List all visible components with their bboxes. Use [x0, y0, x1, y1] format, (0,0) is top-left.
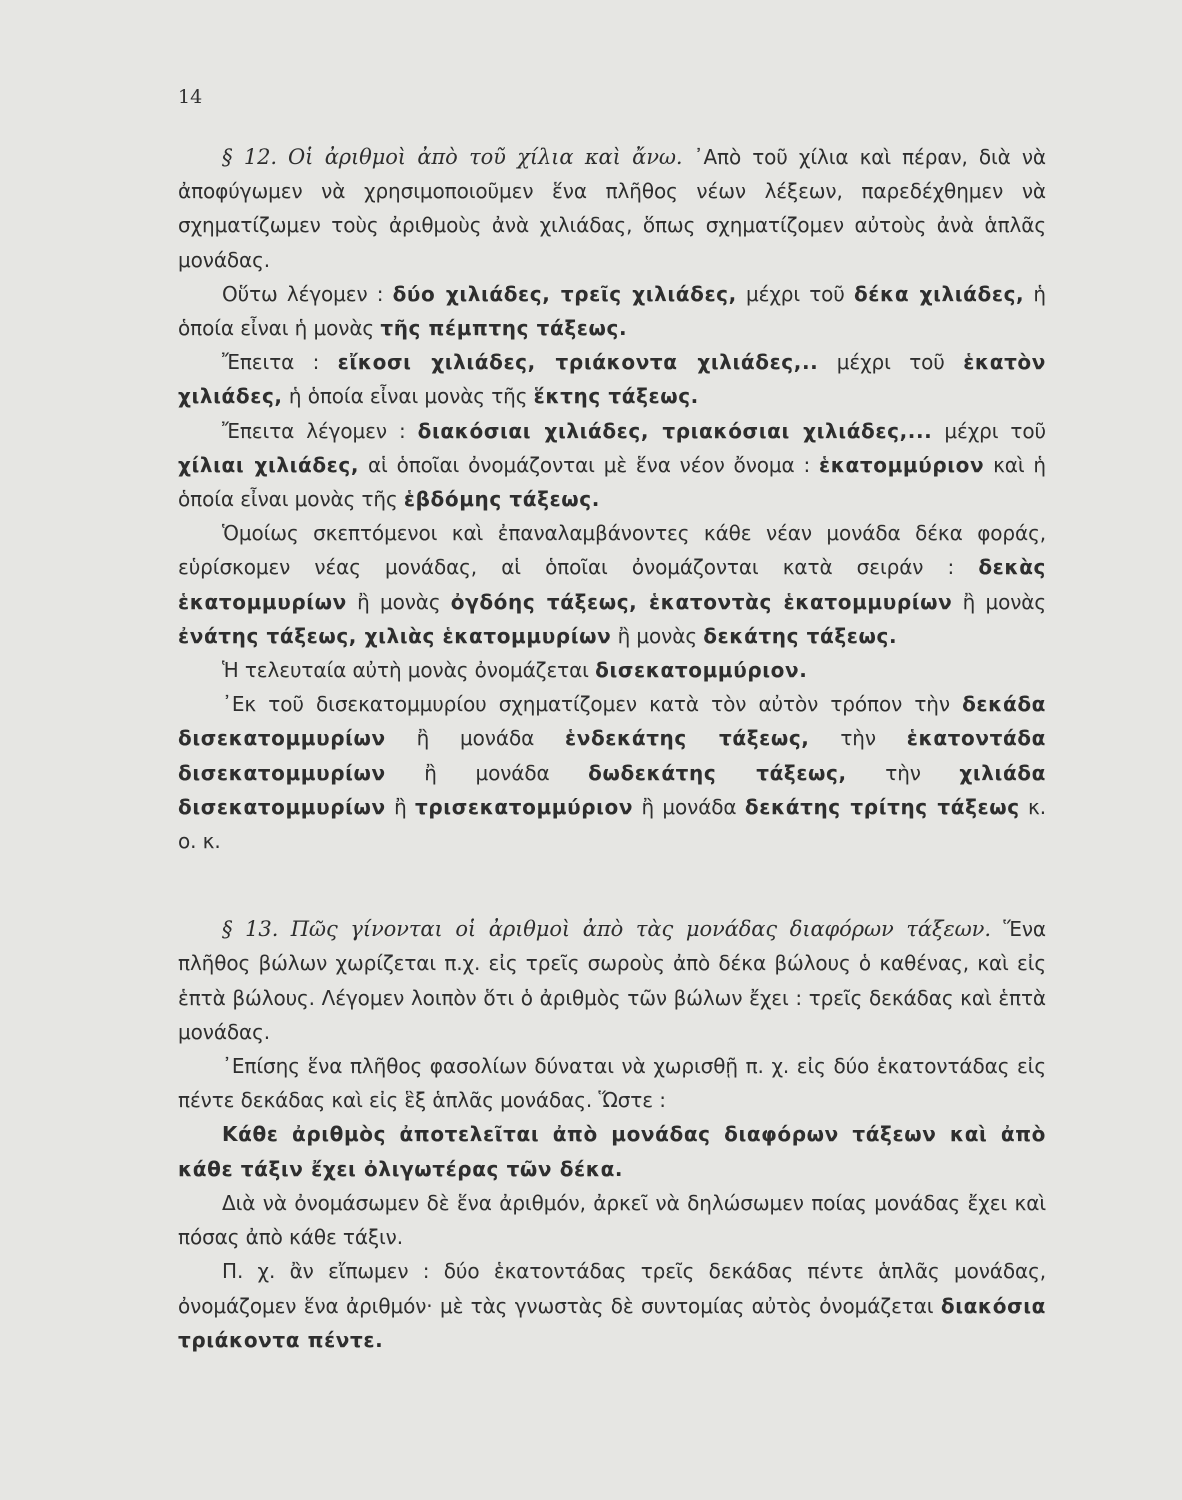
bold-term: τρισεκατομμύριον [415, 794, 634, 819]
page-text [178, 140, 1046, 1357]
section-13-intro-text: Ἕνα πλῆθος βώλων χωρίζεται π.χ. εἰς τρεῖς σωροὺς ἀπὸ δέκα βώλους ὁ καθένας, καὶ εἰς ἑπτὰ βώλους. Λέγομεν λοιπὸν ὅτι ὁ ἀριθμὸς τῶν βώλων ἔχει : τρεῖς δεκάδας καὶ ἑπτὰ μονάδας. [178, 917, 1046, 1044]
text-run: ἢ μονὰς [346, 589, 451, 614]
bold-term: διακόσια τριάκοντα πέντε. [178, 1293, 1046, 1352]
bold-term: δεκὰς ἑκατομμυρίων [178, 555, 1046, 614]
text-run: ἢ [385, 794, 416, 819]
bold-term: δεκάτης τρίτης τάξεως [744, 794, 1020, 819]
bold-term: δισεκατομμύριον. [595, 658, 808, 683]
section-13-heading: Πῶς γίνονται οἱ ἀριθμοὶ ἀπὸ τὰς μονάδας διαφόρων τάξεων. [290, 917, 991, 942]
text-run: κ. ο. κ. [178, 794, 1046, 854]
text-run: Ἔπειτα λέγομεν : [222, 418, 418, 443]
text-run: ἢ μονὰς [611, 623, 704, 648]
text-run: ἢ μονὰς [952, 589, 1047, 614]
section-12-intro-paragraph [178, 140, 1046, 277]
bold-term: εἴκοσι χιλιάδες, τριάκοντα χιλιάδες,.. [337, 350, 819, 375]
bold-term: ἑκατομμύριον [819, 452, 985, 477]
text-run: ἢ μονάδα [385, 760, 589, 785]
text-run: Ἔπειτα : [222, 350, 338, 375]
bold-term: χιλιάδα δισεκατομμυρίων [178, 760, 1046, 819]
paragraph-beans-example: ᾿Επίσης ἕνα πλῆθος φασολίων δύναται νὰ χωρισθῇ π. χ. εἰς δύο ἑκατοντάδας εἰς πέντε δεκάδας καὶ εἰς ἓξ ἁπλᾶς μονάδας. Ὥστε : [178, 1054, 1046, 1113]
section-13-number: § 13. [222, 917, 279, 942]
bold-term: ἕκτης τάξεως. [533, 384, 699, 409]
text-run: ἡ ὁποία εἶναι ἡ μονὰς [178, 281, 1046, 341]
bold-term: ἑκατοντάδα δισεκατομμυρίων [178, 726, 1046, 785]
text-run: ἢ μονάδα [633, 794, 745, 819]
bold-term: ἑκατὸν χιλιάδες, [178, 350, 1046, 409]
text-run: μέχρι τοῦ [736, 281, 854, 306]
bold-term: ἑβδόμης τάξεως. [403, 487, 600, 512]
text-run: μέχρι τοῦ [818, 350, 964, 375]
text-run: τὴν [809, 726, 907, 751]
section-12-heading: Οἱ ἀριθμοὶ ἀπὸ τοῦ χίλια καὶ ἄνω. [288, 145, 683, 169]
paragraph-sixth-order [178, 345, 1046, 413]
text-run: Ἡ τελευταία αὐτὴ μονὰς ὀνομάζεται [222, 658, 596, 683]
paragraph-fifth-order [178, 277, 1046, 345]
section-13-intro-paragraph [178, 912, 1046, 1049]
text-run: Ὁμοίως σκεπτόμενοι καὶ ἐπαναλαμβάνοντες κάθε νέαν μονάδα δέκα φοράς, εὑρίσκομεν νέας μονάδας, αἱ ὁποῖαι ὀνομάζονται κατὰ σειράν : [178, 521, 1046, 580]
paragraph-beyond-billion [178, 687, 1046, 858]
page-number: 14 [178, 86, 203, 108]
bold-term: ἑνδεκάτης τάξεως, [565, 726, 810, 751]
paragraph-seventh-order [178, 414, 1046, 517]
bold-term: ἐνάτης τάξεως, χιλιὰς ἑκατομμυρίων [178, 623, 612, 648]
section-12-intro-text: ᾿Απὸ τοῦ χίλια καὶ πέραν, διὰ νὰ ἀποφύγωμεν νὰ χρησιμοποιοῦμεν ἕνα πλῆθος νέων λέξεων, παρεδέχθημεν νὰ σχηματίζωμεν τοὺς ἀριθμοὺς ἀνὰ χιλιάδας, ὅπως σχηματίζομεν αὐτοὺς ἀνὰ ἁπλᾶς μονάδας. [178, 145, 1047, 272]
bold-term: δεκάτης τάξεως. [703, 623, 898, 648]
text-run: Π. χ. ἂν εἴπωμεν : δύο ἑκατοντάδας τρεῖς δεκάδας πέντε ἁπλᾶς μονάδας, ὀνομάζομεν ἕνα ἀριθμόν· μὲ τὰς γνωστὰς δὲ συντομίας αὐτὸς ὀνομάζεται [178, 1259, 1046, 1318]
paragraph-billion [178, 653, 1046, 687]
bold-term: διακόσιαι χιλιάδες, τριακόσιαι χιλιάδες,... [417, 418, 933, 443]
section-12-number: § 12. [222, 145, 277, 169]
bold-term: τῆς πέμπτης τάξεως. [380, 316, 628, 341]
text-run: ἡ ὁποία εἶναι μονὰς τῆς [282, 384, 534, 409]
paragraph-example-235 [178, 1254, 1046, 1357]
bold-term: χίλιαι χιλιάδες, [178, 452, 360, 477]
text-run: μέχρι τοῦ [932, 418, 1046, 443]
text-run: ἢ μονάδα [385, 726, 566, 751]
text-run: αἱ ὁποῖαι ὀνομάζονται μὲ ἕνα νέον ὄνομα : [359, 452, 820, 477]
text-run: καὶ ἡ ὁποία εἶναι μονὰς τῆς [178, 452, 1046, 512]
text-run: Οὕτω λέγομεν : [222, 281, 393, 306]
bold-term: δωδεκάτης τάξεως, [588, 760, 847, 785]
paragraph-higher-orders [178, 516, 1046, 653]
bold-term: ὀγδόης τάξεως, ἑκατοντὰς ἑκατομμυρίων [450, 589, 953, 614]
rule-statement: Κάθε ἀριθμὸς ἀποτελεῖται ἀπὸ μονάδας διαφόρων τάξεων καὶ ἀπὸ κάθε τάξιν ἔχει ὀλιγωτέρας τῶν δέκα. [178, 1122, 1046, 1181]
text-run: τὴν [846, 760, 960, 785]
text-run: ᾿Εκ τοῦ δισεκατομμυρίου σχηματίζομεν κατὰ τὸν αὐτὸν τρόπον τὴν [222, 692, 963, 717]
bold-term: δύο χιλιάδες, τρεῖς χιλιάδες, [392, 281, 737, 306]
paragraph-naming-number: Διὰ νὰ ὀνομάσωμεν δὲ ἕνα ἀριθμόν, ἀρκεῖ νὰ δηλώσωμεν ποίας μονάδας ἔχει καὶ πόσας ἀπὸ κάθε τάξιν. [178, 1190, 1046, 1250]
bold-term: δεκάδα δισεκατομμυρίων [178, 692, 1046, 751]
bold-term: δέκα χιλιάδες, [853, 281, 1025, 306]
